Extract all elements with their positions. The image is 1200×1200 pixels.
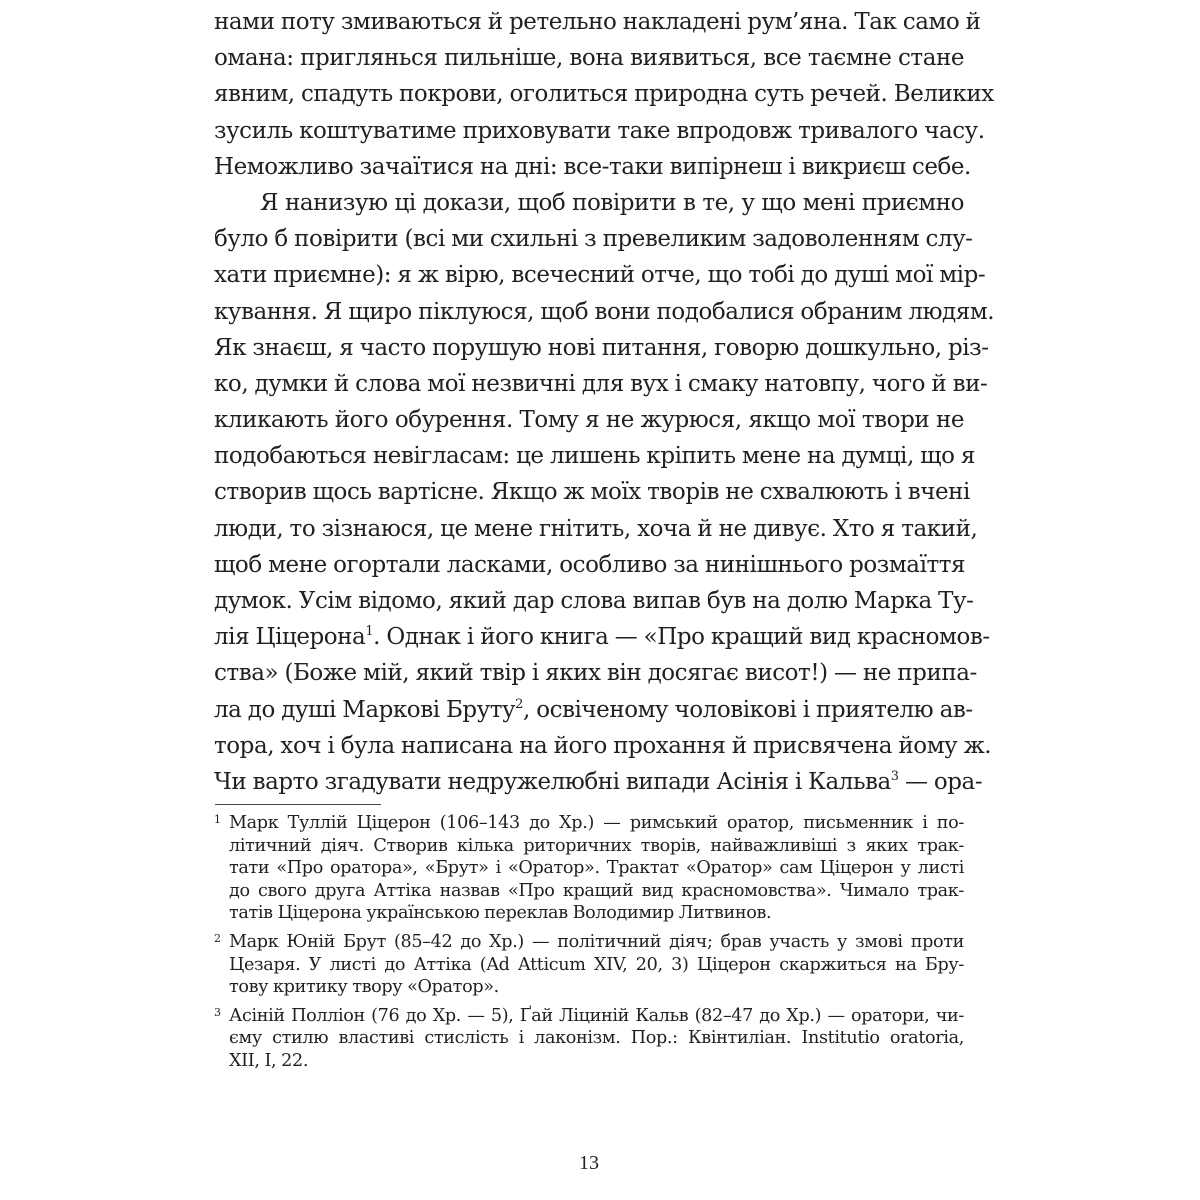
footnote-line: літичний діяч. Створив кілька риторичних творів, найважливіші з яких трак- [229, 835, 964, 856]
footnotes [214, 812, 964, 1079]
body-line: кликають його обурення. Тому я не журюся, якщо мої твори не [214, 407, 964, 434]
body-line: омана: приглянься пильніше, вона виявиться, все таємне стане [214, 45, 964, 72]
footnote-line: тати «Про оратора», «Брут» і «Оратор». Трактат «Оратор» сам Ціцерон у листі [229, 858, 964, 879]
footnote-line: Марк Юній Брут (85–42 до Хр.) — політичний діяч; брав участь у змові проти [229, 931, 964, 952]
page-number: 13 [579, 1152, 599, 1174]
footnote-number: 3 [214, 1005, 221, 1019]
paragraph-start-line: Я нанизую ці докази, щоб повірити в те, у що мені приємно [260, 189, 964, 216]
footnote-line: єму стилю властиві стислість і лаконізм. Пор.: Квінтиліан. Institutio oratoria, [229, 1028, 964, 1049]
body-text [214, 4, 995, 800]
body-line: було б повірити (всі ми схильні з превеликим задоволенням слу- [214, 226, 973, 253]
body-line: явним, спадуть покрови, оголиться природна суть речей. Великих [214, 81, 994, 108]
body-line: хати приємне): я ж вірю, всечесний отче, що тобі до душі мої мір- [214, 262, 986, 289]
body-line: ко, думки й слова мої незвичні для вух і смаку натовпу, чого й ви- [214, 370, 988, 397]
footnote-reference[interactable]: 3 [890, 768, 899, 784]
body-line: думок. Усім відомо, який дар слова випав був на долю Марка Ту- [214, 588, 974, 614]
footnote-line: тову критику твору «Оратор». [229, 977, 499, 998]
body-line: люди, то зізнаюся, це мене гнітить, хоча й не дивує. Хто я такий, [214, 515, 978, 542]
body-line: ства» (Боже мій, який твір і яких він досягає висот!) — не припа- [214, 660, 977, 687]
footnote-separator-rule [215, 804, 381, 805]
footnote-line: Асіній Полліон (76 до Хр. — 5), Ґай Ліциній Кальв (82–47 до Хр.) — оратори, чи- [229, 1005, 964, 1026]
footnote-line: татів Ціцерона українською переклав Володимир Литвинов. [229, 903, 772, 924]
footnote-line: до свого друга Аттіка назвав «Про кращий вид красномовства». Чимало трак- [229, 880, 964, 901]
body-line-with-footnote-ref: Чи варто згадувати недружелюбні випади Асінія і Кальва$^3$ — ора- [214, 768, 983, 795]
body-line: створив щось вартісне. Якщо ж моїх творів не схвалюють і вчені [214, 479, 970, 506]
footnote-reference[interactable]: 1 [365, 624, 374, 640]
body-line: тора, хоч і була написана на його прохання й присвячена йому ж. [214, 732, 992, 759]
body-line: зусиль коштуватиме приховувати таке впродовж тривалого часу. [214, 117, 985, 144]
body-line: нами поту змиваються й ретельно накладені рум’яна. Так само й [214, 9, 981, 35]
footnote-line: Марк Туллій Ціцерон (106–143 до Хр.) — римський оратор, письменник і по- [229, 813, 964, 833]
body-line: щоб мене огортали ласками, особливо за нинішнього розмаїття [214, 551, 966, 578]
footnote-reference[interactable]: 2 [515, 696, 523, 712]
footnote-number: 2 [214, 931, 221, 945]
footnote-line: XII, I, 22. [229, 1050, 309, 1071]
body-line: подобаються невігласам: це лишень кріпить мене на думці, що я [214, 443, 975, 470]
body-line: Як знаєш, я часто порушую нові питання, говорю дошкульно, різ- [214, 334, 989, 361]
footnote-3 [214, 1005, 964, 1073]
footnote-1 [214, 812, 964, 925]
footnote-2 [214, 931, 964, 999]
footnote-line: Цезаря. У листі до Аттіка (Ad Atticum XIV, 20, 3) Ціцерон скаржиться на Бру- [229, 954, 964, 975]
footnote-number: 1 [214, 813, 221, 826]
body-line: Неможливо зачаїтися на дні: все-таки випірнеш і викриєш себе. [214, 153, 971, 180]
body-line-with-footnote-ref: ла до душі Маркові Бруту$^2$, освіченому чоловікові і приятелю ав- [214, 696, 973, 723]
body-line-with-footnote-ref: лія Ціцерона$^1$. Однак і його книга — «Про кращий вид красномов- [214, 624, 990, 651]
body-line: кування. Я щиро піклуюся, щоб вони подобалися обраним людям. [214, 298, 995, 325]
